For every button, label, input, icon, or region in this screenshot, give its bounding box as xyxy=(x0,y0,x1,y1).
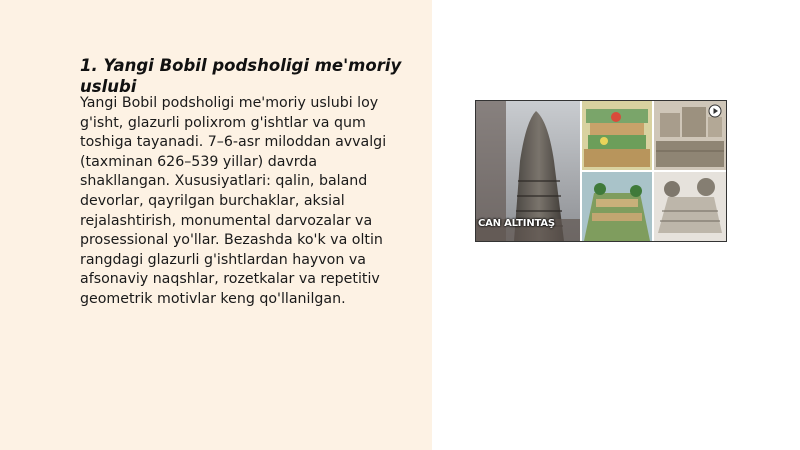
watermark-text: CAN ALTINTAŞ xyxy=(478,218,555,229)
garden-sketch xyxy=(654,172,726,241)
babylon-collage-image xyxy=(475,100,727,242)
play-icon[interactable] xyxy=(708,104,722,118)
hanging-gardens-painting xyxy=(582,101,652,170)
terraced-garden-painting xyxy=(582,172,652,241)
slide-body-text: Yangi Bobil podsholigi me'moriy uslubi loy g'isht, glazurli polixrom g'ishtlar va qum toshiga tayanadi. 7–6-asr miloddan avvalgi (taxminan 626–539 yillar) davrda shakllangan. Xususiyatlari: qalin, baland devorlar, qayrilgan burchaklar, aksial rejalashtirish, monumental darvozalar va prosessional yo'llar. Bezashda ko'k va oltin rangdagi glazurli g'ishtlardan hayvon va afsonaviy naqshlar, rozetkalar va repetitiv geometrik motivlar keng qo'llanilgan. xyxy=(80,95,387,307)
slide-title: 1. Yangi Bobil podsholigi me'moriy uslubi xyxy=(80,56,402,96)
